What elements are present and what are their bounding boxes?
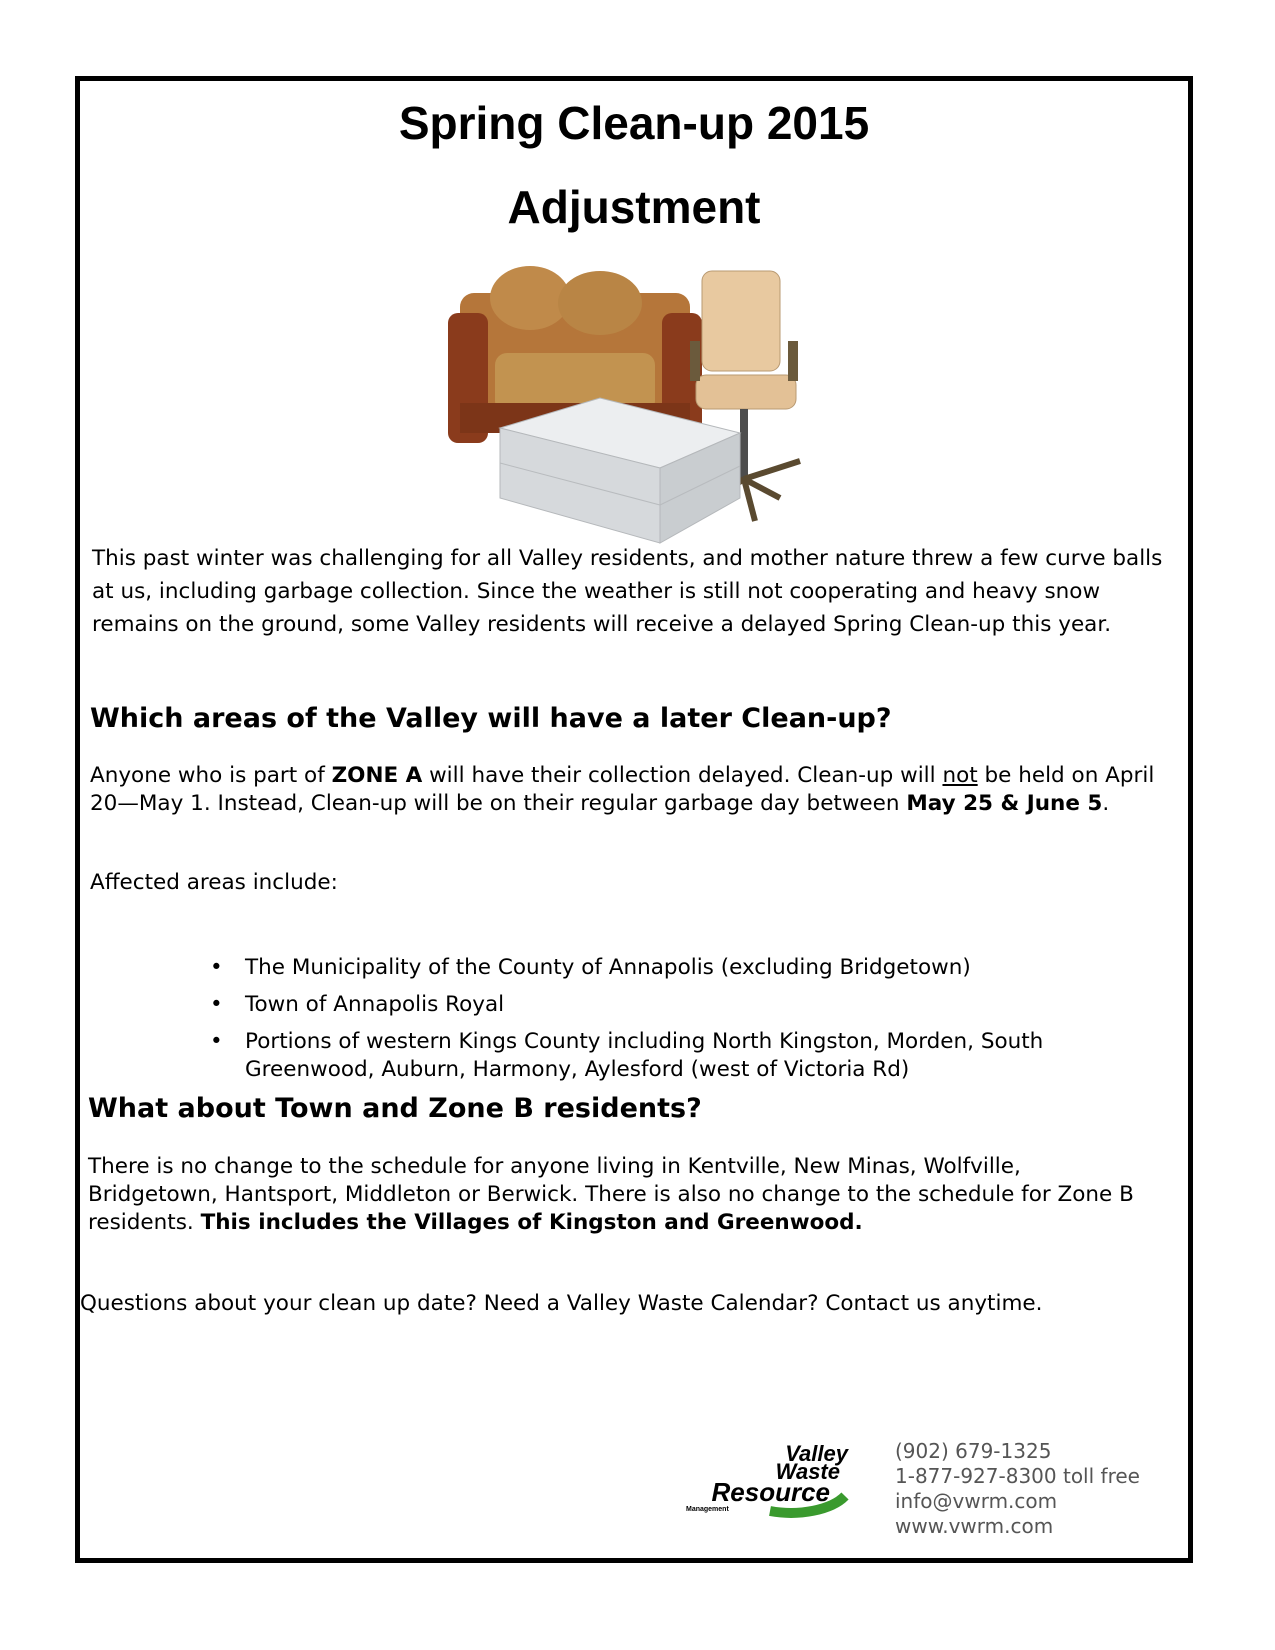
contact-block (895, 1439, 1140, 1539)
section1-heading: Which areas of the Valley will have a later Clean-up? (90, 703, 892, 734)
affected-areas-list (210, 954, 1060, 1093)
list-item: • Portions of western Kings County including North Kingston, Morden, South Greenwood, Auburn, Harmony, Aylesford (west of Victoria Rd) (210, 1029, 1044, 1082)
logo-text-waste: Waste (775, 1459, 840, 1484)
furniture-illustration (440, 253, 820, 553)
delay-dates: May 25 & June 5 (906, 791, 1103, 816)
zone-b-paragraph: There is no change to the schedule for anyone living in Kentville, New Minas, Wolfville, Bridgetown, Hantsport, Middleton or Berwick. There is also no change to the schedule for Zone B residents. This includes the Villages of Kingston and Greenwood. (88, 1154, 1134, 1235)
toll-free-number: 1-877-927-8300 toll free (895, 1464, 1140, 1488)
intro-paragraph: This past winter was challenging for all Valley residents, and mother nature threw a few curve balls at us, including garbage collection. Since the weather is still not cooperating and heavy snow remains on the ground, some Valley residents will receive a delayed Spring Clean-up this year. (92, 546, 1163, 637)
valley-waste-logo (680, 1441, 860, 1541)
logo-text-resource: Resource (711, 1477, 830, 1507)
mattress-image (500, 398, 740, 543)
phone-number: (902) 679-1325 (895, 1439, 1052, 1463)
logo-text-management: Management (686, 1506, 729, 1513)
affected-areas-label: Affected areas include: (90, 870, 338, 895)
villages-note: This includes the Villages of Kingston and Greenwood. (200, 1210, 863, 1235)
list-item: • Town of Annapolis Royal (210, 992, 505, 1017)
page-border (75, 76, 1193, 1563)
bullet-icon: • (210, 1029, 223, 1054)
bullet-icon: • (210, 955, 223, 980)
not-emphasis: not (942, 763, 978, 788)
email-link[interactable]: info@vwrm.com (895, 1489, 1058, 1513)
zone-a-paragraph: Anyone who is part of ZONE A will have their collection delayed. Clean-up will not be held on April 20—May 1. Instead, Clean-up will be on their regular garbage day between May 25 & June 5. (90, 763, 1155, 816)
list-item: • The Municipality of the County of Annapolis (excluding Bridgetown) (210, 955, 971, 980)
section2-heading: What about Town and Zone B residents? (88, 1093, 702, 1124)
zone-a-label: ZONE A (331, 763, 423, 788)
bullet-icon: • (210, 992, 223, 1017)
website-link[interactable]: www.vwrm.com (895, 1514, 1054, 1538)
logo-text-valley: Valley (785, 1441, 848, 1466)
page-subtitle: Adjustment (507, 181, 761, 233)
page-title: Spring Clean-up 2015 (398, 97, 870, 149)
questions-line: Questions about your clean up date? Need a Valley Waste Calendar? Contact us anytime. (80, 1291, 1043, 1316)
